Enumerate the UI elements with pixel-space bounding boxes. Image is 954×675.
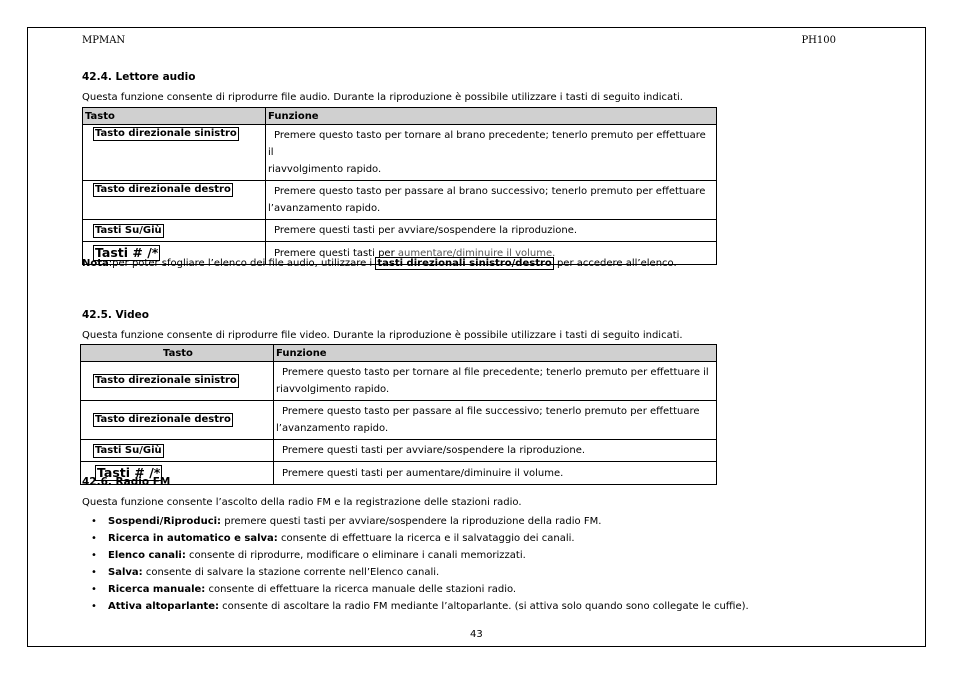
item-term: Attiva altoparlante:	[108, 601, 219, 612]
item-desc: consente di riprodurre, modificare o eliminare i canali memorizzati.	[185, 550, 526, 561]
list-item	[82, 564, 749, 581]
table-row	[81, 362, 717, 401]
list-item	[82, 547, 749, 564]
header-brand: MPMAN	[82, 35, 126, 46]
key-updown-label: Tasti Su/Giù	[95, 444, 162, 456]
item-term: Ricerca manuale:	[108, 584, 206, 595]
row-desc: Premere questi tasti per avviare/sospendere la riproduzione.	[282, 445, 586, 456]
item-term: Salva:	[108, 567, 143, 578]
item-desc: consente di ascoltare la radio FM mediante l’altoparlante. (si attiva solo quando sono collegate le cuffie).	[219, 601, 749, 612]
key-right-label: Tasto direzionale destro	[95, 414, 231, 425]
list-item	[82, 513, 749, 530]
key-left-label: Tasto direzionale sinistro	[95, 375, 237, 386]
page-number: 43	[470, 629, 483, 640]
item-desc: premere questi tasti per avviare/sospendere la riproduzione della radio FM.	[221, 516, 602, 527]
table-row	[83, 181, 717, 220]
row-desc: Premere questi tasti per	[274, 247, 398, 259]
video-intro: Questa funzione consente di riprodurre file video. Durante la riproduzione è possibile utilizzare i tasti di seguito indicati.	[82, 330, 683, 341]
radio-function-list	[82, 513, 749, 615]
item-desc: consente di effettuare la ricerca manuale delle stazioni radio.	[205, 584, 517, 595]
key-right-label: Tasto direzionale destro	[95, 184, 231, 195]
item-term: Ricerca in automatico e salva:	[108, 533, 278, 544]
item-term: Elenco canali:	[108, 550, 186, 561]
audio-section-title: 42.4. Lettore audio	[82, 71, 196, 83]
audio-col-func: Funzione	[266, 108, 717, 125]
note-boxed-keys: tasti direzionali sinistro/destro	[377, 258, 552, 269]
audio-intro: Questa funzione consente di riprodurre file audio. Durante la riproduzione è possibile utilizzare i tasti di seguito indicati.	[82, 92, 683, 103]
key-hash-star-label: Tasti # /*	[97, 465, 161, 480]
row-desc-cont: riavvolgimento rapido.	[268, 164, 382, 175]
table-row	[81, 401, 717, 440]
item-desc: consente di salvare la stazione corrente nell’Elenco canali.	[142, 567, 440, 578]
list-item	[82, 530, 749, 547]
row-desc: Premere questo tasto per tornare al file precedente; tenerlo premuto per effettuare il	[282, 367, 709, 378]
row-desc: Premere questo tasto per passare al file successivo; tenerlo premuto per effettuare	[282, 406, 700, 417]
note-text-end: per accedere all’elenco.	[553, 258, 677, 269]
table-row	[83, 125, 717, 181]
key-updown-label: Tasti Su/Giù	[95, 224, 162, 236]
list-item	[82, 598, 749, 615]
row-desc-cont: l’avanzamento rapido.	[276, 423, 389, 434]
video-col-key: Tasto	[81, 345, 274, 362]
radio-section-title: 42.6. Radio FM	[82, 476, 171, 488]
row-desc: Premere questi tasti per aumentare/diminuire il volume.	[282, 467, 564, 479]
audio-col-key: Tasto	[83, 108, 266, 125]
note-text: per poter sfogliare l’elenco dei file audio, utilizzare i	[112, 258, 376, 269]
row-desc-cont: riavvolgimento rapido.	[276, 384, 390, 395]
item-term: Sospendi/Riproduci:	[108, 516, 222, 527]
video-keys-table	[80, 344, 717, 485]
table-row	[81, 462, 717, 485]
video-col-func: Funzione	[274, 345, 717, 362]
table-row	[83, 220, 717, 242]
audio-note	[82, 258, 677, 269]
radio-intro: Questa funzione consente l’ascolto della radio FM e la registrazione delle stazioni radio.	[82, 497, 522, 508]
item-desc: consente di effettuare la ricerca e il salvataggio dei canali.	[277, 533, 575, 544]
note-label: Nota	[82, 258, 109, 269]
key-left-label: Tasto direzionale sinistro	[95, 128, 237, 139]
row-desc: Premere questo tasto per passare al brano successivo; tenerlo premuto per effettuare	[274, 186, 706, 197]
note-sep: :	[108, 258, 113, 269]
video-section-title: 42.5. Video	[82, 309, 149, 321]
list-item	[82, 581, 749, 598]
row-desc-tail: aumentare/diminuire il volume.	[397, 247, 556, 259]
table-row	[81, 440, 717, 462]
row-desc: Premere questi tasti per avviare/sospendere la riproduzione.	[274, 225, 578, 236]
audio-keys-table	[82, 107, 717, 265]
row-desc: Premere questo tasto per tornare al brano precedente; tenerlo premuto per effettuare il	[268, 130, 706, 158]
key-hash-star-label: Tasti # /*	[95, 245, 159, 260]
row-desc-cont: l’avanzamento rapido.	[268, 203, 381, 214]
header-model: PH100	[801, 35, 836, 46]
